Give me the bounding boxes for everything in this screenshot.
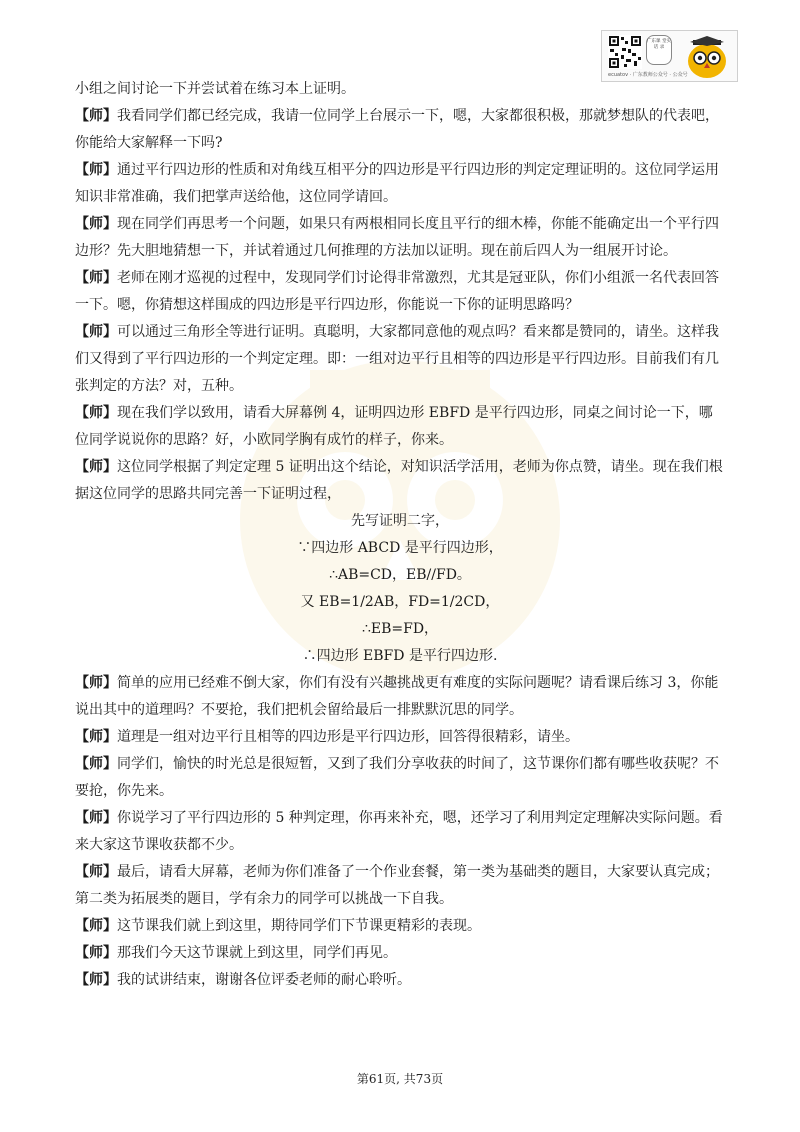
speaker-label: 【师】 bbox=[75, 459, 117, 475]
teacher-paragraph bbox=[75, 751, 725, 805]
proof-line: ∴AB=CD，EB//FD。 bbox=[329, 567, 471, 583]
badge-caption: ecuatov · 广东教师公众号 · 公众号 bbox=[608, 72, 688, 78]
paragraph-text: 现在我们学以致用，请看大屏幕例 4，证明四边形 EBFD 是平行四边形，同桌之间讨论一下，哪位同学说说你的思路？好，小欧同学胸有成竹的样子，你来。 bbox=[75, 405, 713, 448]
speaker-label: 【师】 bbox=[75, 972, 117, 988]
speaker-label: 【师】 bbox=[75, 162, 117, 178]
speech-bubble: 广东课 堂实话 录 bbox=[646, 35, 672, 65]
teacher-paragraph bbox=[75, 265, 725, 319]
proof-line: 又 EB=1/2AB，FD=1/2CD， bbox=[300, 594, 500, 610]
paragraph-text: 现在同学们再思考一个问题，如果只有两根相同长度且平行的细木棒，你能不能确定出一个平行四边形？先大胆地猜想一下，并试着通过几何推理的方法加以证明。现在前后四人为一组展开讨论。 bbox=[75, 216, 719, 259]
paragraph-text: 这节课我们就上到这里，期待同学们下节课更精彩的表现。 bbox=[117, 918, 481, 934]
teacher-paragraph bbox=[75, 319, 725, 400]
teacher-paragraph bbox=[75, 670, 725, 724]
speaker-label: 【师】 bbox=[75, 918, 117, 934]
paragraph-text: 这位同学根据了判定定理 5 证明出这个结论，对知识活学活用，老师为你点赞，请坐。现在我们根据这位同学的思路共同完善一下证明过程， bbox=[75, 459, 723, 502]
speaker-label: 【师】 bbox=[75, 810, 117, 826]
paragraph-text: 那我们今天这节课就上到这里，同学们再见。 bbox=[117, 945, 397, 961]
paragraph-text: 你说学习了平行四边形的 5 种判定理，你再来补充，嗯，还学习了利用判定定理解决实际问题。看来大家这节课收获都不少。 bbox=[75, 810, 723, 853]
document-body bbox=[75, 76, 725, 994]
paragraph-text: 简单的应用已经难不倒大家，你们有没有兴趣挑战更有难度的实际问题呢？请看课后练习 3，你能说出其中的道理吗？不要抢，我们把机会留给最后一排默默沉思的同学。 bbox=[75, 675, 719, 718]
paragraph-text: 我看同学们都已经完成，我请一位同学上台展示一下，嗯，大家都很积极，那就梦想队的代表吧，你能给大家解释一下吗? bbox=[75, 108, 719, 151]
teacher-paragraph bbox=[75, 859, 725, 913]
proof-line: ∴四边形 EBFD 是平行四边形. bbox=[302, 648, 498, 664]
proof-line: ∴EB=FD， bbox=[361, 621, 439, 637]
proof-line: 先写证明二字， bbox=[351, 513, 449, 529]
paragraph-text: 我的试讲结束，谢谢各位评委老师的耐心聆听。 bbox=[117, 972, 411, 988]
speaker-label: 【师】 bbox=[75, 864, 117, 880]
teacher-paragraph bbox=[75, 724, 725, 751]
speaker-label: 【师】 bbox=[75, 675, 117, 691]
speaker-label: 【师】 bbox=[75, 756, 117, 772]
page-footer: 第61页, 共73页 bbox=[356, 1072, 444, 1086]
teacher-paragraph bbox=[75, 103, 725, 157]
intro-paragraph: 小组之间讨论一下并尝试着在练习本上证明。 bbox=[75, 81, 355, 97]
paragraph-text: 同学们，愉快的时光总是很短暂，又到了我们分享收获的时间了，这节课你们都有哪些收获呢？不要抢，你先来。 bbox=[75, 756, 719, 799]
paragraph-text: 通过平行四边形的性质和对角线互相平分的四边形是平行四边形的判定定理证明的。这位同学运用知识非常准确，我们把掌声送给他，这位同学请回。 bbox=[75, 162, 719, 205]
header-logo-badge bbox=[601, 30, 738, 82]
speaker-label: 【师】 bbox=[75, 945, 117, 961]
teacher-paragraph bbox=[75, 211, 725, 265]
teacher-paragraph bbox=[75, 805, 725, 859]
teacher-paragraph bbox=[75, 913, 725, 940]
teacher-paragraph bbox=[75, 157, 725, 211]
speaker-label: 【师】 bbox=[75, 216, 117, 232]
paragraph-text: 可以通过三角形全等进行证明。真聪明，大家都同意他的观点吗？看来都是赞同的，请坐。这样我们又得到了平行四边形的一个判定定理。即：一组对边平行且相等的四边形是平行四边形。目前我们有几张判定的方法？对，五种。 bbox=[75, 324, 719, 394]
proof-line: ∵四边形 ABCD 是平行四边形， bbox=[297, 540, 503, 556]
speaker-label: 【师】 bbox=[75, 729, 117, 745]
qr-code-icon bbox=[608, 35, 642, 69]
owl-mascot-icon bbox=[682, 34, 732, 80]
teacher-paragraph bbox=[75, 940, 725, 967]
speaker-label: 【师】 bbox=[75, 108, 117, 124]
teacher-paragraph bbox=[75, 400, 725, 454]
speaker-label: 【师】 bbox=[75, 270, 117, 286]
teacher-paragraph bbox=[75, 454, 725, 508]
speaker-label: 【师】 bbox=[75, 405, 117, 421]
paragraph-text: 最后，请看大屏幕，老师为你们准备了一个作业套餐，第一类为基础类的题目，大家要认真完成；第二类为拓展类的题目，学有余力的同学可以挑战一下自我。 bbox=[75, 864, 719, 907]
paragraph-text: 道理是一组对边平行且相等的四边形是平行四边形，回答得很精彩，请坐。 bbox=[117, 729, 579, 745]
speaker-label: 【师】 bbox=[75, 324, 117, 340]
teacher-paragraph bbox=[75, 967, 725, 994]
paragraph-text: 老师在刚才巡视的过程中，发现同学们讨论得非常激烈，尤其是冠亚队，你们小组派一名代表回答一下。嗯，你猜想这样围成的四边形是平行四边形，你能说一下你的证明思路吗？ bbox=[75, 270, 719, 313]
